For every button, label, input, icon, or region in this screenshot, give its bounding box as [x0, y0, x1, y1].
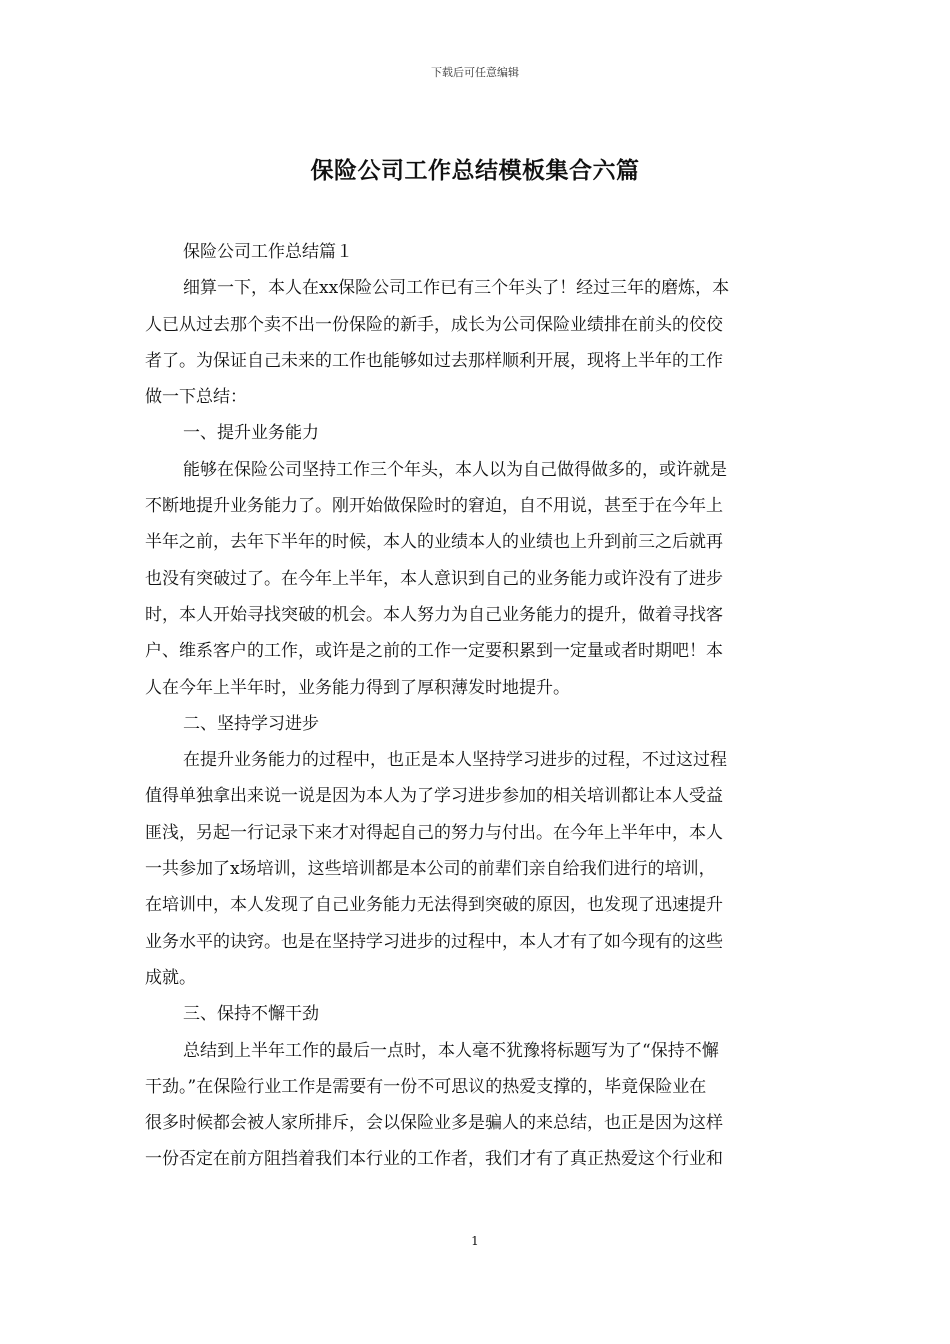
body-text-line: 能够在保险公司坚持工作三个年头，本人以为自己做得做多的，或许就是: [183, 459, 727, 480]
body-text-line: 总结到上半年工作的最后一点时，本人毫不犹豫将标题写为了“保持不懈: [183, 1040, 719, 1061]
body-text-line: 一份否定在前方阻挡着我们本行业的工作者，我们才有了真正热爱这个行业和: [145, 1149, 723, 1170]
body-text-line: 保险公司工作总结篇１: [183, 242, 353, 262]
document-title: 保险公司工作总结模板集合六篇: [310, 157, 640, 184]
body-text-line: 一、提升业务能力: [183, 423, 319, 444]
body-text-line: 户、维系客户的工作，或许是之前的工作一定要积累到一定量或者时期吧！本: [145, 641, 723, 662]
body-text-line: 干劲。”在保险行业工作是需要有一份不可思议的热爱支撑的，毕竟保险业在: [145, 1076, 707, 1097]
body-text-line: 业务水平的诀窍。也是在坚持学习进步的过程中，本人才有了如今现有的这些: [145, 931, 723, 952]
body-text-line: 时，本人开始寻找突破的机会。本人努力为自己业务能力的提升，做着寻找客: [145, 604, 723, 625]
body-text-line: 也没有突破过了。在今年上半年，本人意识到自己的业务能力或许没有了进步: [145, 568, 723, 589]
body-text-line: 做一下总结：: [145, 387, 247, 408]
page-header-note: 下载后可任意编辑: [431, 66, 519, 79]
body-text-line: 很多时候都会被人家所排斥，会以保险业多是骗人的来总结，也正是因为这样: [145, 1113, 723, 1134]
body-text-line: 值得单独拿出来说一说是因为本人为了学习进步参加的相关培训都让本人受益: [145, 786, 723, 807]
body-text-line: 二、坚持学习进步: [183, 713, 319, 734]
body-text-line: 在培训中，本人发现了自己业务能力无法得到突破的原因，也发现了迅速提升: [145, 895, 723, 916]
body-text-line: 一共参加了x场培训，这些培训都是本公司的前辈们亲自给我们进行的培训，: [145, 859, 716, 880]
body-text-line: 三、保持不懈干劲: [183, 1004, 319, 1025]
body-text-line: 半年之前，去年下半年的时候，本人的业绩本人的业绩也上升到前三之后就再: [145, 532, 723, 553]
body-text-line: 在提升业务能力的过程中，也正是本人坚持学习进步的过程，不过这过程: [183, 750, 727, 771]
body-text-line: 不断地提升业务能力了。刚开始做保险时的窘迫，自不用说，甚至于在今年上: [145, 496, 723, 517]
page-number: 1: [471, 1234, 479, 1248]
body-text-line: 细算一下，本人在xx保险公司工作已有三个年头了！经过三年的磨炼，本: [183, 278, 730, 299]
body-text-line: 者了。为保证自己未来的工作也能够如过去那样顺利开展，现将上半年的工作: [145, 350, 723, 371]
body-text-line: 人在今年上半年时，业务能力得到了厚积薄发时地提升。: [145, 677, 570, 698]
body-text-line: 人已从过去那个卖不出一份保险的新手，成长为公司保险业绩排在前头的佼佼: [145, 314, 723, 335]
document-body: [145, 234, 805, 1178]
body-text-line: 成就。: [145, 967, 196, 988]
body-text-line: 匪浅，另起一行记录下来才对得起自己的努力与付出。在今年上半年中，本人: [145, 822, 723, 843]
